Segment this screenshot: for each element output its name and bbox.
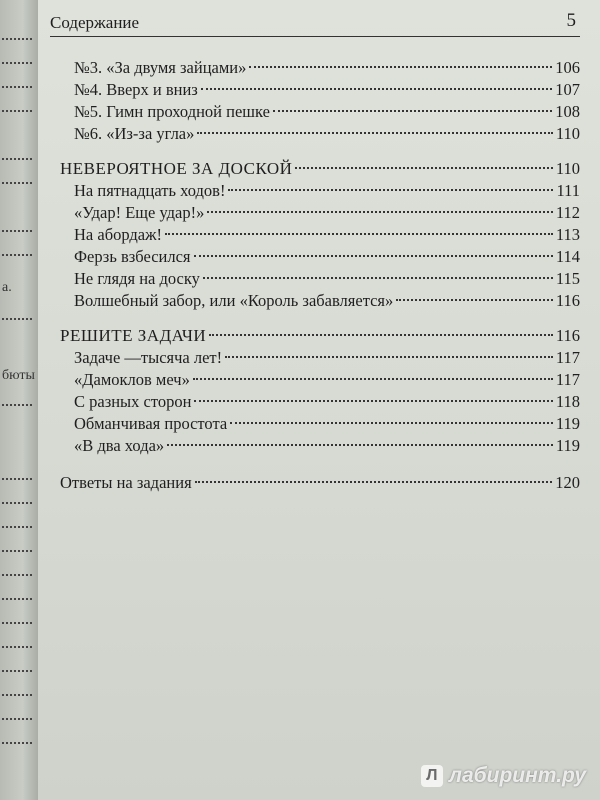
toc-entry-page: 120: [555, 473, 580, 492]
toc-entry-title: РЕШИТЕ ЗАДАЧИ: [60, 326, 207, 345]
toc-entry-title: На пятнадцать ходов!: [74, 181, 226, 200]
watermark: [421, 764, 586, 788]
edge-leader: [2, 86, 32, 88]
toc-entry: [74, 123, 580, 145]
toc-entry-page: 119: [555, 414, 580, 433]
edge-leader: [2, 670, 32, 672]
book-page: [38, 0, 600, 800]
dot-leader: [197, 132, 552, 134]
running-title: Содержание: [50, 13, 140, 32]
edge-leader: [2, 478, 32, 480]
dot-leader: [230, 422, 553, 424]
toc-entry-title: «В два хода»: [74, 436, 165, 455]
edge-leader: [2, 158, 32, 160]
toc-entry: [74, 347, 580, 369]
dot-leader: [201, 88, 552, 90]
dot-leader: [273, 110, 552, 112]
edge-leader: [2, 742, 32, 744]
toc-entry-title: №5. Гимн проходной пешке: [74, 102, 270, 121]
toc-entry-title: «Дамоклов меч»: [74, 370, 190, 389]
toc-entry-title: На абордаж!: [74, 225, 162, 244]
toc-entry: [60, 472, 580, 494]
toc-entry-page: 110: [555, 159, 580, 178]
edge-leader: [2, 526, 32, 528]
dot-leader: [193, 378, 553, 380]
dot-leader: [295, 167, 552, 169]
edge-leader: [2, 404, 32, 406]
dot-leader: [209, 334, 553, 336]
toc-entry-title: Не глядя на доску: [74, 269, 200, 288]
toc-entry-title: №4. Вверх и вниз: [74, 80, 198, 99]
dot-leader: [249, 66, 552, 68]
labirint-logo-icon: Л: [421, 765, 443, 787]
toc-entry-title: Волшебный забор, или «Король забавляется»: [74, 291, 394, 310]
toc-entry: [74, 79, 580, 101]
toc-entry: [74, 101, 580, 123]
toc-entry-page: 119: [555, 436, 580, 455]
toc-entry: [74, 268, 580, 290]
toc-entry: [74, 57, 580, 79]
toc-entry-page: 118: [555, 392, 580, 411]
edge-leader: [2, 254, 32, 256]
toc-entry-page: 117: [555, 348, 580, 367]
edge-leader: [2, 598, 32, 600]
edge-leader: [2, 694, 32, 696]
edge-leader: [2, 318, 32, 320]
edge-leader: [2, 646, 32, 648]
edge-leader: [2, 38, 32, 40]
toc-entry-page: 107: [555, 80, 580, 99]
left-page-edge: [0, 0, 39, 800]
toc-entry: [74, 290, 580, 312]
dot-leader: [228, 189, 553, 191]
toc-entry-page: 112: [555, 203, 580, 222]
toc-entry: [74, 180, 580, 202]
toc-entry-title: НЕВЕРОЯТНОЕ ЗА ДОСКОЙ: [60, 159, 293, 178]
toc-entry: [74, 435, 580, 457]
toc-entry: [74, 413, 580, 435]
dot-leader: [203, 277, 553, 279]
dot-leader: [194, 400, 552, 402]
toc-entry-title: №3. «За двумя зайцами»: [74, 58, 247, 77]
edge-leader: [2, 230, 32, 232]
toc-section-heading: [60, 325, 580, 347]
toc-entry-page: 111: [556, 181, 580, 200]
toc-section-heading: [60, 158, 580, 180]
toc-entry: [74, 246, 580, 268]
toc-entry-page: 116: [555, 291, 580, 310]
dot-leader: [396, 299, 553, 301]
toc-entry-title: «Удар! Еще удар!»: [74, 203, 205, 222]
dot-leader: [207, 211, 552, 213]
toc-entry: [74, 224, 580, 246]
edge-leader: [2, 622, 32, 624]
toc-entry-page: 117: [555, 370, 580, 389]
edge-leader: [2, 550, 32, 552]
edge-leader: [2, 574, 32, 576]
toc-entry-title: Задаче —тысяча лет!: [74, 348, 223, 367]
toc-entry-page: 113: [555, 225, 580, 244]
edge-leader: [2, 62, 32, 64]
toc-entry-title: С разных сторон: [74, 392, 192, 411]
toc-entry-page: 115: [555, 269, 580, 288]
toc-entry-page: 114: [555, 247, 580, 266]
dot-leader: [225, 356, 553, 358]
table-of-contents: [38, 0, 600, 800]
toc-entry: [74, 369, 580, 391]
toc-entry-page: 106: [555, 58, 580, 77]
toc-entry: [74, 391, 580, 413]
edge-leader: [2, 718, 32, 720]
edge-leader: [2, 182, 32, 184]
watermark-text: лабиринт.ру: [448, 764, 586, 787]
dot-leader: [165, 233, 553, 235]
toc-entry-page: 110: [555, 124, 580, 143]
dot-leader: [167, 444, 553, 446]
toc-entry-page: 116: [555, 326, 580, 345]
toc-entry-title: Ферзь взбесился: [74, 247, 191, 266]
toc-entry-title: Ответы на задания: [60, 473, 192, 492]
page-number: 5: [566, 10, 576, 31]
toc-entry-page: 108: [555, 102, 580, 121]
toc-entry: [74, 202, 580, 224]
left-page-fragment: а.: [2, 280, 12, 295]
dot-leader: [195, 481, 553, 483]
toc-entry-title: №6. «Из-за угла»: [74, 124, 195, 143]
edge-leader: [2, 502, 32, 504]
dot-leader: [194, 255, 553, 257]
left-page-fragment: бюты: [2, 368, 35, 383]
toc-entry-title: Обманчивая простота: [74, 414, 228, 433]
edge-leader: [2, 110, 32, 112]
